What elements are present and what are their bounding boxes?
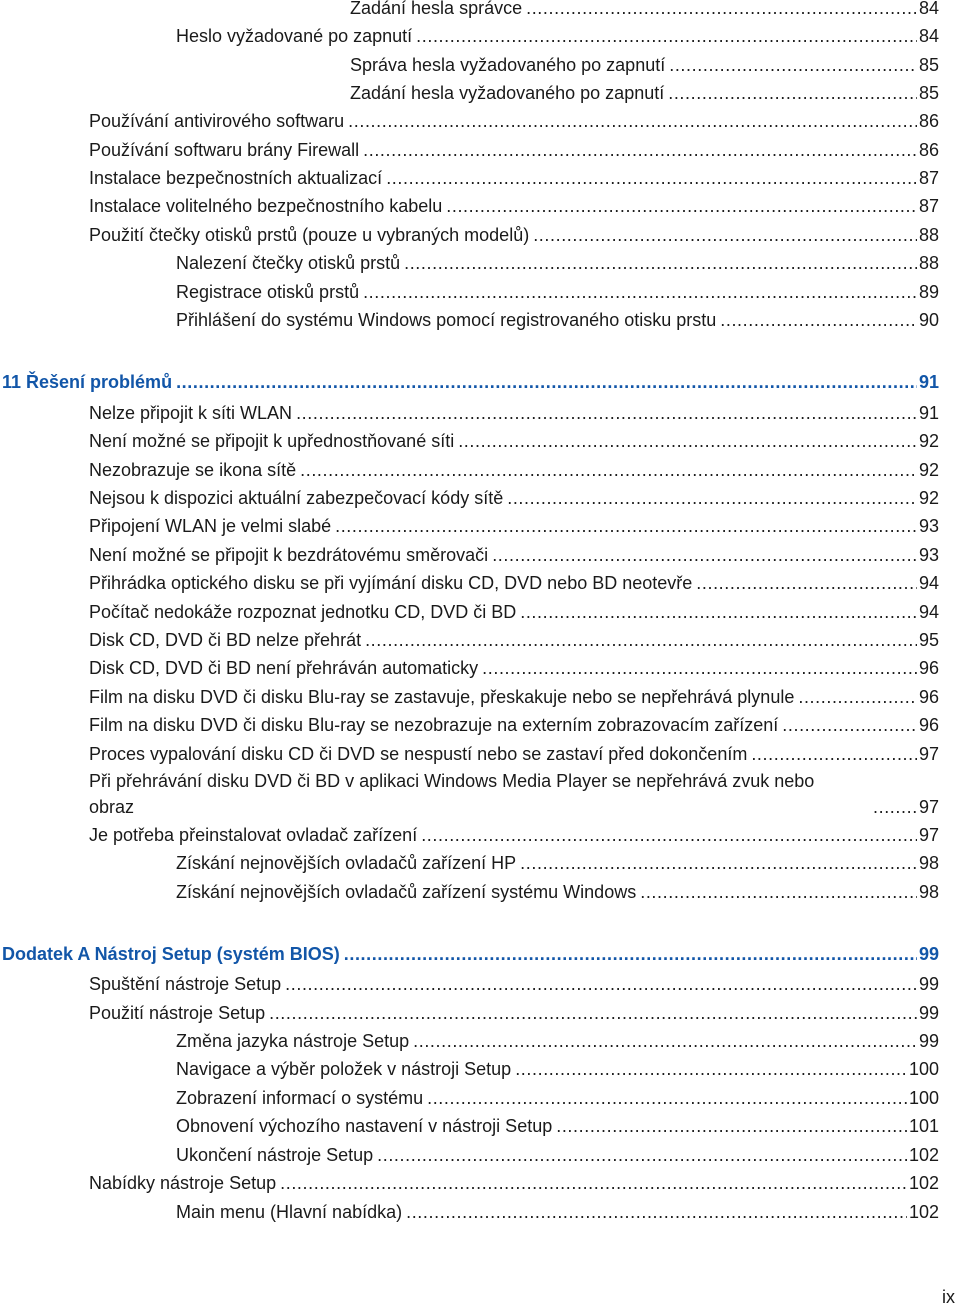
dot-leader: [492, 542, 917, 568]
toc-entry[interactable]: [176, 1056, 939, 1082]
toc-entry-title: Disk CD, DVD či BD nelze přehrát: [89, 630, 362, 650]
toc-page-number: 90: [918, 310, 939, 330]
toc-entry-title: Není možné se připojit k upřednostňované síti: [89, 431, 455, 451]
toc-entry[interactable]: [89, 712, 939, 738]
dot-leader: [344, 941, 917, 967]
toc-page-number: 92: [918, 460, 939, 480]
toc-entry-title: Získání nejnovějších ovladačů zařízení HP: [176, 853, 517, 873]
toc-entry[interactable]: [89, 485, 939, 511]
toc-page-number: 87: [918, 196, 939, 216]
toc-entry[interactable]: [89, 165, 939, 191]
dot-leader: [751, 741, 917, 767]
dot-leader: [720, 307, 917, 333]
toc-entry-title: Přihrádka optického disku se při vyjímání disku CD, DVD nebo BD neotevře: [89, 573, 693, 593]
toc-page-number: 91: [918, 403, 939, 423]
dot-leader: [363, 279, 917, 305]
toc-entry[interactable]: [89, 1000, 939, 1026]
toc-page-number: 102: [908, 1145, 939, 1165]
toc-entry[interactable]: [89, 971, 939, 997]
toc-entry[interactable]: [89, 542, 939, 568]
toc-entry-title: Nejsou k dispozici aktuální zabezpečovací kódy sítě: [89, 488, 504, 508]
dot-leader: [421, 822, 917, 848]
dot-leader: [668, 80, 917, 106]
toc-page-number: 97: [918, 797, 939, 817]
toc-page-number: 93: [918, 516, 939, 536]
toc-entry[interactable]: [89, 627, 939, 653]
toc-entry-title: Není možné se připojit k bezdrátovému směrovači: [89, 545, 489, 565]
toc-page-number: 102: [908, 1202, 939, 1222]
toc-entry-title: Zadání hesla správce: [350, 0, 523, 18]
toc-entry-title: Počítač nedokáže rozpoznat jednotku CD, DVD či BD: [89, 602, 517, 622]
toc-entry-title: Správa hesla vyžadovaného po zapnutí: [350, 55, 666, 75]
dot-leader: [782, 712, 917, 738]
toc-entry-title: 11 Řešení problémů: [2, 372, 173, 392]
toc-entry[interactable]: [176, 23, 939, 49]
toc-entry[interactable]: [89, 768, 939, 820]
toc-page-number: 85: [918, 83, 939, 103]
toc-page-number: 93: [918, 545, 939, 565]
toc-entry[interactable]: [89, 741, 939, 767]
toc-entry[interactable]: [89, 1170, 939, 1196]
toc-chapter-entry[interactable]: [2, 369, 939, 395]
toc-entry-title: Heslo vyžadované po zapnutí: [176, 26, 413, 46]
toc-entry-title: Dodatek A Nástroj Setup (systém BIOS): [2, 944, 340, 964]
toc-entry-title: Používání softwaru brány Firewall: [89, 140, 360, 160]
toc-entry-title: Nezobrazuje se ikona sítě: [89, 460, 297, 480]
toc-entry-title-continued: obraz: [89, 797, 135, 817]
toc-entry-title: Ukončení nástroje Setup: [176, 1145, 374, 1165]
page-number: ix: [942, 1287, 955, 1307]
dot-leader: [365, 627, 917, 653]
toc-entry-title: Použití čtečky otisků prstů (pouze u vybraných modelů): [89, 225, 530, 245]
toc-entry-title: Použití nástroje Setup: [89, 1003, 266, 1023]
toc-entry[interactable]: [176, 279, 939, 305]
toc-page-number: 96: [918, 658, 939, 678]
toc-page-number: 96: [918, 687, 939, 707]
dot-leader: [413, 1028, 917, 1054]
toc-page-number: 84: [918, 0, 939, 18]
toc-page-number: 86: [918, 140, 939, 160]
dot-leader: [386, 165, 917, 191]
toc-entry[interactable]: [89, 193, 939, 219]
dot-leader: [280, 1170, 907, 1196]
dot-leader: [285, 971, 917, 997]
toc-page-number: 88: [918, 225, 939, 245]
dot-leader: [520, 599, 917, 625]
toc-entry[interactable]: [176, 307, 939, 333]
toc-entry[interactable]: [350, 0, 939, 21]
toc-page-number: 92: [918, 431, 939, 451]
dot-leader: [300, 457, 917, 483]
toc-page-number: 99: [918, 944, 939, 964]
toc-entry[interactable]: [350, 52, 939, 78]
toc-entry-title: Změna jazyka nástroje Setup: [176, 1031, 410, 1051]
toc-page-number: 97: [918, 744, 939, 764]
toc-page-number: 95: [918, 630, 939, 650]
toc-entry-title: Film na disku DVD či disku Blu-ray se nezobrazuje na externím zobrazovacím zařízení: [89, 715, 779, 735]
toc-page-number: 86: [918, 111, 939, 131]
dot-leader: [533, 222, 917, 248]
toc-entry-title: Instalace bezpečnostních aktualizací: [89, 168, 383, 188]
toc-entry-title: Zadání hesla vyžadovaného po zapnutí: [350, 83, 665, 103]
dot-leader: [176, 369, 917, 395]
toc-entry[interactable]: [176, 1199, 939, 1225]
toc-page-number: 99: [918, 1031, 939, 1051]
toc-page-number: 97: [918, 825, 939, 845]
toc-entry[interactable]: [176, 1085, 939, 1111]
toc-page-number: 102: [908, 1173, 939, 1193]
toc-entry[interactable]: [176, 1028, 939, 1054]
toc-entry-title: Používání antivirového softwaru: [89, 111, 345, 131]
toc-entry-title: Main menu (Hlavní nabídka): [176, 1202, 403, 1222]
toc-page-number: 89: [918, 282, 939, 302]
toc-entry[interactable]: [176, 250, 939, 276]
toc-page-number: 101: [908, 1116, 939, 1136]
toc-entry-title: Přihlášení do systému Windows pomocí registrovaného otisku prstu: [176, 310, 717, 330]
toc-entry[interactable]: [176, 1142, 939, 1168]
toc-page-number: 85: [918, 55, 939, 75]
dot-leader: [873, 794, 917, 820]
toc-page-number: 87: [918, 168, 939, 188]
dot-leader: [427, 1085, 907, 1111]
dot-leader: [269, 1000, 917, 1026]
toc-entry[interactable]: [89, 457, 939, 483]
dot-leader: [416, 23, 917, 49]
toc-entry[interactable]: [89, 570, 939, 596]
toc-page-number: 99: [918, 1003, 939, 1023]
toc-entry-title: Připojení WLAN je velmi slabé: [89, 516, 332, 536]
toc-page-number: 96: [918, 715, 939, 735]
toc-page-number: 98: [918, 882, 939, 902]
toc-entry[interactable]: [89, 599, 939, 625]
toc-entry[interactable]: [89, 513, 939, 539]
toc-entry-title: Registrace otisků prstů: [176, 282, 360, 302]
dot-leader: [482, 655, 917, 681]
dot-leader: [335, 513, 917, 539]
toc-page-number: 100: [908, 1059, 939, 1079]
toc-page-number: 98: [918, 853, 939, 873]
dot-leader: [363, 137, 917, 163]
toc-entry-title: Při přehrávání disku DVD či BD v aplikaci Windows Media Player se nepřehrává zvuk nebo: [89, 771, 815, 791]
toc-entry[interactable]: [89, 822, 939, 848]
toc-page-number: 100: [908, 1088, 939, 1108]
dot-leader: [640, 879, 917, 905]
dot-leader: [406, 1199, 907, 1225]
toc-page-number: 94: [918, 573, 939, 593]
dot-leader: [520, 850, 917, 876]
toc-entry-title: Zobrazení informací o systému: [176, 1088, 424, 1108]
toc-entry[interactable]: [350, 80, 939, 106]
toc-entry[interactable]: [89, 428, 939, 454]
toc-entry[interactable]: [176, 850, 939, 876]
toc-entry-title: Nelze připojit k síti WLAN: [89, 403, 293, 423]
toc-entry[interactable]: [89, 400, 939, 426]
toc-entry-title: Nabídky nástroje Setup: [89, 1173, 277, 1193]
toc-page-number: 88: [918, 253, 939, 273]
toc-page-number: 94: [918, 602, 939, 622]
dot-leader: [515, 1056, 907, 1082]
dot-leader: [669, 52, 917, 78]
toc-entry-title: Film na disku DVD či disku Blu-ray se zastavuje, přeskakuje nebo se nepřehrává plynule: [89, 687, 795, 707]
dot-leader: [348, 108, 917, 134]
toc-entry[interactable]: [89, 222, 939, 248]
dot-leader: [696, 570, 917, 596]
toc-page-number: 92: [918, 488, 939, 508]
toc-entry[interactable]: [89, 137, 939, 163]
toc-page-number: 84: [918, 26, 939, 46]
dot-leader: [446, 193, 917, 219]
dot-leader: [377, 1142, 907, 1168]
dot-leader: [798, 684, 917, 710]
toc-chapter-entry[interactable]: [2, 941, 939, 967]
toc-entry-title: Proces vypalování disku CD či DVD se nespustí nebo se zastaví před dokončením: [89, 744, 748, 764]
toc-entry-title: Disk CD, DVD či BD není přehráván automaticky: [89, 658, 479, 678]
toc-page-number: 91: [918, 372, 939, 392]
dot-leader: [296, 400, 917, 426]
toc-page-number: 99: [918, 974, 939, 994]
dot-leader: [526, 0, 917, 21]
toc-entry-title: Spuštění nástroje Setup: [89, 974, 282, 994]
toc-entry[interactable]: [89, 684, 939, 710]
toc-entry-title: Instalace volitelného bezpečnostního kabelu: [89, 196, 443, 216]
toc-entry-title: Obnovení výchozího nastavení v nástroji Setup: [176, 1116, 553, 1136]
dot-leader: [556, 1113, 907, 1139]
toc-entry-title: Získání nejnovějších ovladačů zařízení systému Windows: [176, 882, 637, 902]
dot-leader: [404, 250, 917, 276]
toc-entry-title: Je potřeba přeinstalovat ovladač zařízení: [89, 825, 418, 845]
toc-entry[interactable]: [89, 108, 939, 134]
toc-entry-title: Navigace a výběr položek v nástroji Setup: [176, 1059, 512, 1079]
toc-entry[interactable]: [176, 879, 939, 905]
dot-leader: [458, 428, 917, 454]
toc-entry-title: Nalezení čtečky otisků prstů: [176, 253, 401, 273]
toc-entry[interactable]: [176, 1113, 939, 1139]
dot-leader: [507, 485, 917, 511]
toc-entry[interactable]: [89, 655, 939, 681]
